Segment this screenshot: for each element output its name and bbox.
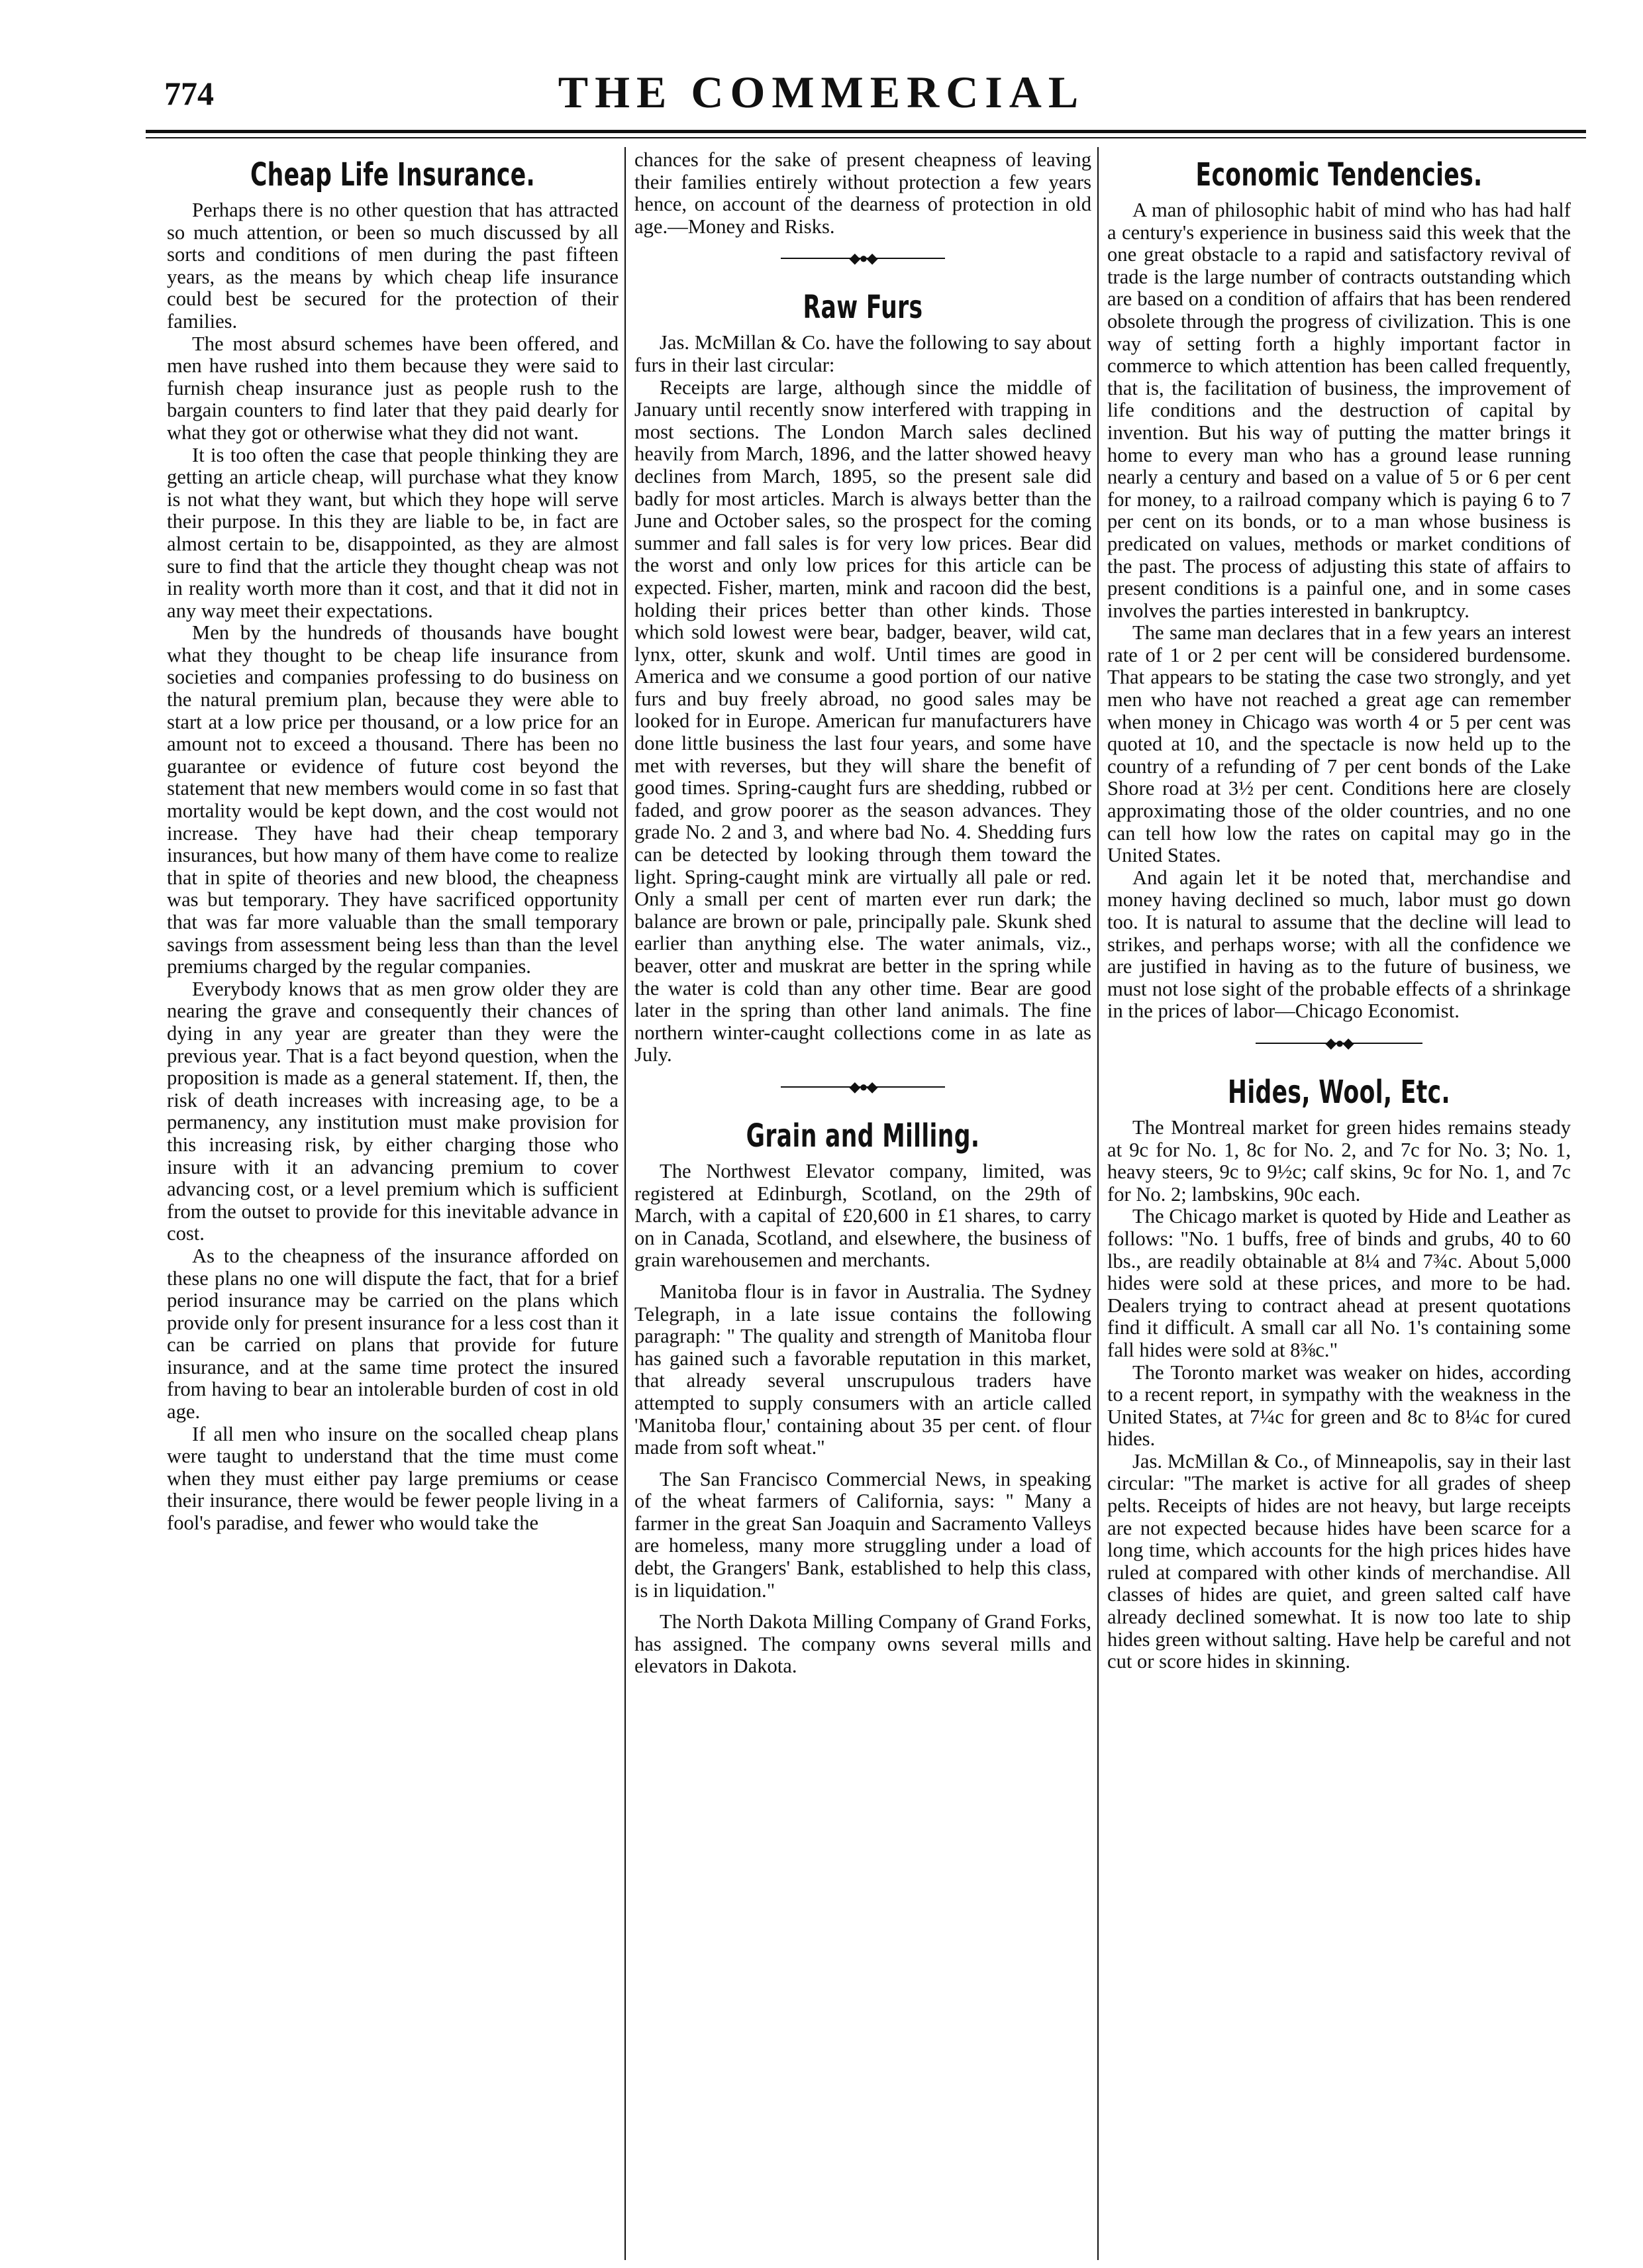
article-paragraph: Men by the hundreds of thousands have bought what they thought to be cheap life insurance from societies and companies professing to do business on the natural premium plan, because they were able to start at a low price per thousand, or a low price for an amount not to exceed a thousand. There has been no guarantee or evidence of future cost beyond the statement that new members would come in so fast that mortality would be kept down, and the cost would not increase. They have had their cheap temporary insurances, but how many of them have come to realize that in spite of theories and new blood, the cheapness was but temporary. They have sacrificed opportunity that was far more valuable than the small temporary savings from assessment being less than than the level premiums charged by the regular companies. [167, 621, 619, 978]
article-title: Hides, Wool, Etc. [1228, 1073, 1450, 1111]
article-title: Grain and Milling. [746, 1117, 980, 1155]
article-paragraph: Perhaps there is no other question that has attracted so much attention, or been so much discussed by all sorts and conditions of men during the past fifteen years, as the means by which cheap life insurance could best be secured for the protection of their families. [167, 199, 619, 333]
article-paragraph: As to the cheapness of the insurance afforded on these plans no one will dispute the fact, that for a brief period insurance may be carried on the plans which provide only for present insurance for a less cost than it can be carried on plans that provide for future insurance, and at the same time protect the insured from having to bear an intolerable burden of cost in old age. [167, 1244, 619, 1423]
column-1 [167, 149, 619, 2262]
article-paragraph: The most absurd schemes have been offered, and men have rushed into them because they were said to furnish cheap insurance just as people rush to the bargain counters to find later that they paid dearly for what they got or otherwise what they did not want. [167, 332, 619, 444]
column-2 [634, 149, 1091, 2262]
article-paragraph: Receipts are large, although since the middle of January until recently snow interfered with trapping in most sections. The London March sales declined heavily from March, 1896, and the latter showed heavy declines from March, 1895, so the present sale did badly for most articles. March is always better than the June and October sales, so the prospect for the coming summer and fall sales is for very low prices. Bear did the worst and only low prices for this article can be expected. Fisher, marten, mink and racoon did the best, holding their prices better than other kinds. Those which sold lowest were bear, badger, beaver, wild cat, lynx, otter, skunk and wolf. Until times are good in America and we consume a good portion of our native furs and buy freely abroad, no good sales may be looked for in Europe. American fur manufacturers have done little business the last four years, and some have met with reverses, but they will share the benefit of good times. Spring-caught furs are shedding, rubbed or faded, and grow poorer as the season advances. They grade No. 2 and 3, and where bad No. 4. Shedding furs can be detected by looking through them toward the light. Spring-caught mink are virtually all pale or red. Only a small per cent of marten ever run dark; the balance are brown or pale, principally pale. Skunk shed earlier than anything else. The water animals, viz., beaver, otter and muskrat are better in the spring while the water is cold than any other time. Bear are good later in the spring than other land animals. The fine northern winter-caught collections come in as late as July. [634, 376, 1091, 1066]
article-paragraph: Jas. McMillan & Co., of Minneapolis, say in their last circular: "The market is active for all grades of sheep pelts. Receipts of hides are not heavy, but large receipts are not expected because hides have been scarce for a long time, which accounts for the high prices hides have ruled at compared with other kinds of merchandise. All classes of hides are quiet, and green salted calf have already declined somewhat. It is now too late to ship hides green without salting. Have help be careful and not cut or score hides in skinning. [1107, 1449, 1571, 1673]
page-header [0, 0, 1643, 152]
article-title: Raw Furs [803, 289, 923, 327]
header-rule-thin [146, 137, 1586, 138]
article-paragraph: Jas. McMillan & Co. have the following to say about furs in their last circular: [634, 331, 1091, 376]
article-title: Cheap Life Insurance. [250, 156, 536, 193]
article-paragraph: It is too often the case that people thinking they are getting an article cheap, will purchase what they know is not what they want, but which they hope will serve their purpose. In this they are liable to be, in fact are almost certain to be, disappointed, as they are almost sure to find that the article they thought cheap was not in reality worth more than it cost, and that it did not in any way meet their expectations. [167, 443, 619, 622]
column-divider [624, 147, 626, 2260]
article-paragraph: The North Dakota Milling Company of Grand Forks, has assigned. The company owns several mills and elevators in Dakota. [634, 1610, 1091, 1678]
section-separator [634, 1072, 1091, 1101]
article-paragraph: A man of philosophic habit of mind who has had half a century's experience in business said this week that the one great obstacle to a rapid and satisfactory revival of trade is the large number of contracts outstanding which are based on a condition of affairs that has been rendered obsolete through the progress of civilization. This is one way of setting forth a highly important factor in commerce to which attention has been called frequently, that is, the facilitation of business, the improvement of life conditions and the destruction of capital by invention. But his way of putting the matter brings it home to every man who has a ground lease running nearly a century and based on a value of 5 or 6 per cent for money, to a railroad company which is paying 6 to 7 per cent on its bonds, or to a man whose business is predicated on values, methods or market conditions of the past. The process of adjusting this state of affairs to present conditions is a painful one, and in some cases involves the parties interested in bankruptcy. [1107, 199, 1571, 622]
article-paragraph: The Toronto market was weaker on hides, according to a recent report, in sympathy with the weakness in the United States, at 7¼c for green and 8c to 8¼c for cured hides. [1107, 1361, 1571, 1451]
masthead: THE COMMERCIAL [558, 67, 1085, 117]
article-paragraph: The Montreal market for green hides remains steady at 9c for No. 1, 8c for No. 2, and 7c for No. 3; No. 1, heavy steers, 9c to 9½c; calf skins, 9c for No. 1, and 7c for No. 2; lambskins, 90c each. [1107, 1115, 1571, 1206]
article-title: Economic Tendencies. [1195, 156, 1483, 193]
column-3 [1107, 149, 1571, 2262]
article-continuation: chances for the sake of present cheapness of leaving their families entirely without protection a few years hence, on account of the dearness of protection in old age.—Money and Risks. [634, 149, 1091, 238]
article-paragraph: The Northwest Elevator company, limited, was registered at Edinburgh, Scotland, on the 29th of March, with a capital of £20,600 in £1 shares, to carry on in Canada, Scotland, and elsewhere, the business of grain warehousemen and merchants. [634, 1159, 1091, 1272]
article-paragraph: The same man declares that in a few years an interest rate of 1 or 2 per cent will be considered burdensome. That appears to be stating the case two strongly, and yet men who have not reached a great age can remember when money in Chicago was worth 4 or 5 per cent was quoted at 10, and the spectacle is now held up to the country of a refunding of 7 per cent bonds of the Lake Shore road at 3½ per cent. Conditions here are closely approximating those of the older countries, and no one can tell how low the rates on capital may go in the United States. [1107, 621, 1571, 867]
section-separator [634, 243, 1091, 272]
article-paragraph: If all men who insure on the socalled cheap plans were taught to understand that the time must come when they must either pay large premiums or cease their insurance, there would be fewer people living in a fool's paradise, and fewer who would take the [167, 1422, 619, 1535]
article-paragraph: Everybody knows that as men grow older they are nearing the grave and consequently their chances of dying in any year are greater than they were the previous year. That is a fact beyond question, when the proposition is made as a general statement. If, then, the risk of death increases with increasing age, to be a permanency, any institution must make provision for this increasing risk, by either charging those who insure with it an advancing premium to cover advancing cost, or a level premium which is sufficient from the outset to provide for this inevitable advance in cost. [167, 977, 619, 1245]
article-paragraph: The San Francisco Commercial News, in speaking of the wheat farmers of California, says: " Many a farmer in the great San Joaquin and Sacramento Valleys are homeless, many more struggling under a load of debt, the Grangers' Bank, established to help this class, is in liquidation." [634, 1467, 1091, 1602]
page-number: 774 [164, 75, 214, 112]
article-paragraph: And again let it be noted that, merchandise and money having declined so much, labor must go down too. It is natural to assume that the decline will lead to strikes, and perhaps worse; with all the confidence we are justified in having as to the future of business, we must not lose sight of the probable effects of a shrinkage in the prices of labor—Chicago Economist. [1107, 866, 1571, 1023]
article-paragraph: The Chicago market is quoted by Hide and Leather as follows: "No. 1 buffs, free of binds and grubs, 40 to 60 lbs., are readily obtainable at 8¼ and 7¾c. About 5,000 hides were sold at these prices, and more to be had. Dealers trying to contract ahead at present quotations find it difficult. A small car all No. 1's containing some fall hides were sold at 8⅜c." [1107, 1205, 1571, 1361]
column-divider [1097, 147, 1099, 2260]
header-rule [146, 130, 1586, 133]
section-separator [1107, 1028, 1571, 1057]
article-paragraph: Manitoba flour is in favor in Australia. The Sydney Telegraph, in a late issue contains the following paragraph: " The quality and strength of Manitoba flour has gained such a favorable reputation in this market, that already several unscrupulous traders have attempted to supply consumers with an article called 'Manitoba flour,' containing about 35 per cent. of flour made from soft wheat." [634, 1280, 1091, 1459]
